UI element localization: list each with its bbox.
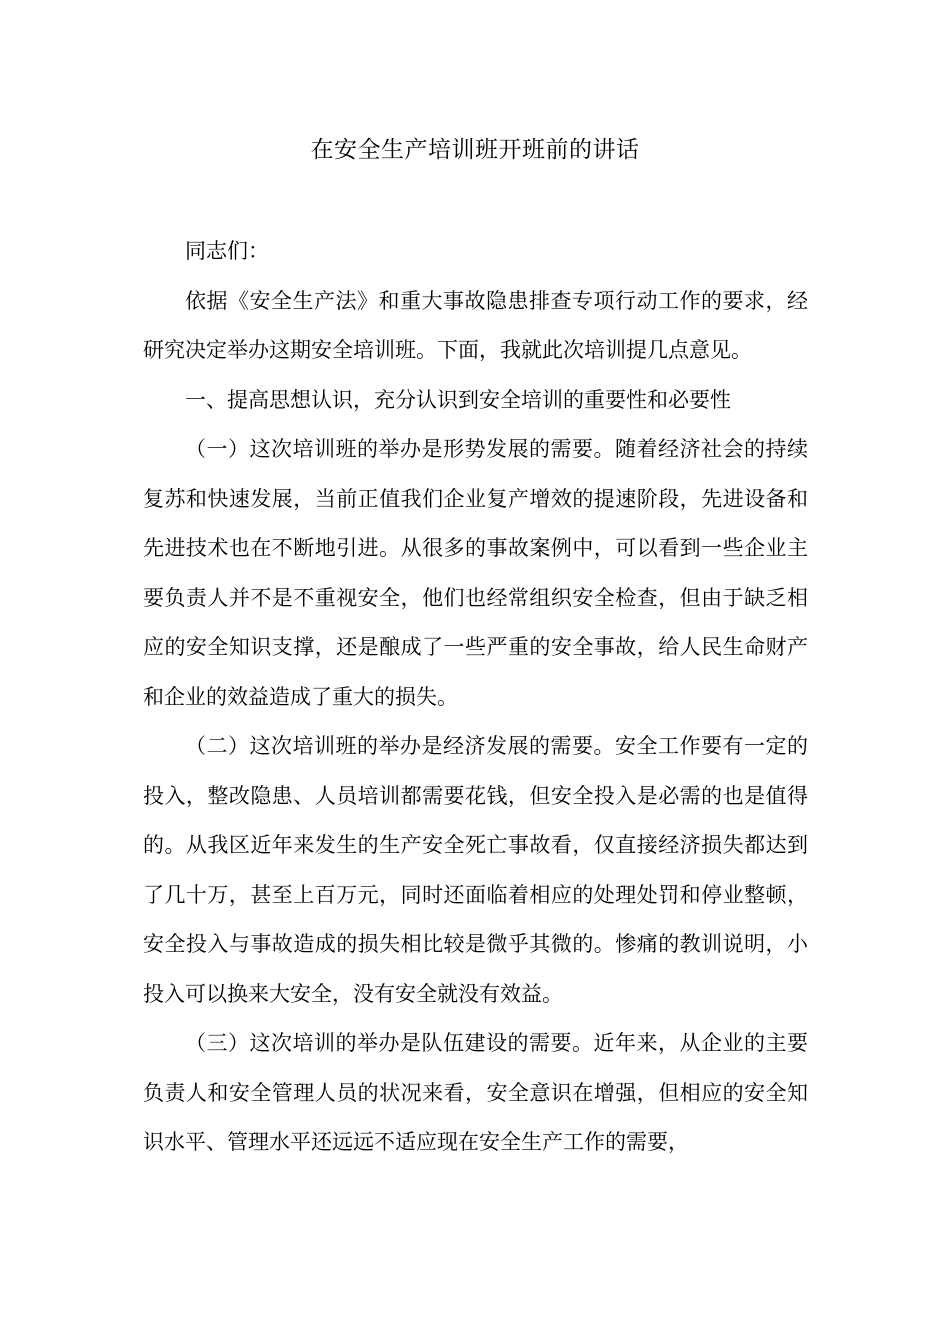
paragraph-point-2: （二）这次培训班的举办是经济发展的需要。安全工作要有一定的投入，整改隐患、人员培训都需要花钱，但安全投入是必需的也是值得的。从我区近年来发生的生产安全死亡事故看，仅直接经济损失都达到了几十万，甚至上百万元，同时还面临着相应的处理处罚和停业整顿，安全投入与事故造成的损失相比较是微乎其微的。惨痛的教训说明，小投入可以换来大安全，没有安全就没有效益。 xyxy=(143,734,808,1006)
document-body xyxy=(143,227,808,1168)
document-title: 在安全生产培训班开班前的讲话 xyxy=(310,137,640,163)
paragraph-intro: 依据《安全生产法》和重大事故隐患排查专项行动工作的要求，经研究决定举办这期安全培训班。下面，我就此次培训提几点意见。 xyxy=(143,288,808,362)
section-heading-1: 一、提高思想认识，充分认识到安全培训的重要性和必要性 xyxy=(185,387,731,412)
paragraph-point-1: （一）这次培训班的举办是形势发展的需要。随着经济社会的持续复苏和快速发展，当前正值我们企业复产增效的提速阶段，先进设备和先进技术也在不断地引进。从很多的事故案例中，可以看到一些企业主要负责人并不是不重视安全，他们也经常组织安全检查，但由于缺乏相应的安全知识支撑，还是酿成了一些严重的安全事故，给人民生命财产和企业的效益造成了重大的损失。 xyxy=(143,437,808,709)
paragraph-point-3: （三）这次培训的举办是队伍建设的需要。近年来，从企业的主要负责人和安全管理人员的状况来看，安全意识在增强，但相应的安全知识水平、管理水平还远远不适应现在安全生产工作的需要， xyxy=(143,1031,808,1154)
salutation: 同志们： xyxy=(185,239,269,263)
